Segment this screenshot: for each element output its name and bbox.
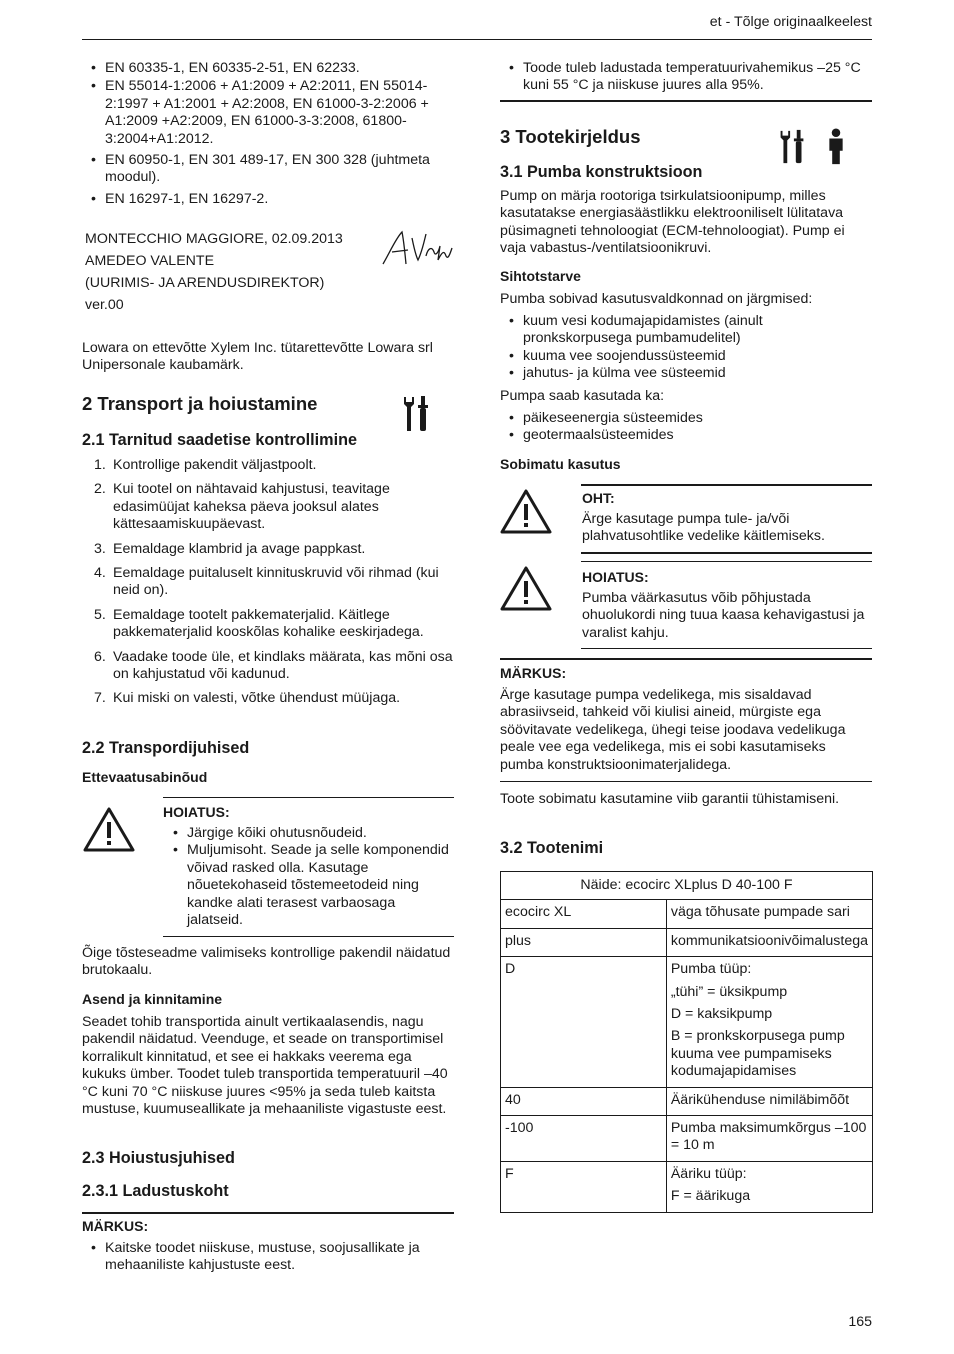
danger-text: Ärge kasutage pumpa tule- ja/või plahvatusohtlike vedelike käitlemiseks. xyxy=(582,511,825,545)
table-cell-code: 40 xyxy=(501,1087,667,1115)
position-text: Seadet tohib transportida ainult vertikaalasendis, nagu pakendil näidatud. Veenduge, et seade on transportimisel korralikult kinnitatud, et see ei hakkaks veerema ega kukuks ümber. Toodet tuleb transportida temperatuuril –40 °C kuni 70 °C niiskuse juures <95% ja seda tuleb kaitsta mustuse, kuumuseallikate ja mehaaniliste vigastuste eest. xyxy=(82,1014,448,1118)
warning-item: • Muljumisoht. Seade ja selle komponendid võivad rasked olla. Kasutage nõuetekohaseid tõstemeetodeid ning kandke alati terasest varbaosaga jalatseid. xyxy=(164,842,454,929)
table-cell-line: „tühi” = üksikpump xyxy=(670,983,788,1000)
precautions-heading: Ettevaatusabinõud xyxy=(82,769,208,785)
section-3-title: 3 Tootekirjeldus xyxy=(500,126,641,147)
section-3-1-title: 3.1 Pumba konstruktsioon xyxy=(500,163,703,181)
table-row xyxy=(501,1087,873,1115)
table-row xyxy=(501,1116,873,1162)
section-2-3-1-title: 2.3.1 Ladustuskoht xyxy=(82,1182,229,1200)
inspection-steps xyxy=(82,457,454,715)
section-3-2-title: 3.2 Tootenimi xyxy=(500,839,604,857)
table-row xyxy=(501,957,873,1087)
hoiatus-top-rule xyxy=(581,561,872,562)
table-cell-desc: Äärikühenduse nimiläbimõõt xyxy=(666,1087,872,1115)
table-cell-code: F xyxy=(501,1161,667,1212)
table-cell-desc: Pumba maksimumkõrgus –100 = 10 m xyxy=(666,1116,872,1162)
step-item: 1. Kontrollige pakendit väljastpoolt. xyxy=(94,457,317,473)
standards-item: • EN 60335-1, EN 60335-2-51, EN 62233. xyxy=(82,60,442,77)
step-item: 2. Kui tootel on nähtavaid kahjustusi, teavitage edasimüüjat kaheksa päeva jooksul alates kättesaamiskuupäevast. xyxy=(94,481,390,533)
table-cell-code: plus xyxy=(501,928,667,956)
table-header-cell: Näide: ecocirc XLplus D 40-100 F xyxy=(501,872,873,900)
hoiatus-label: HOIATUS: xyxy=(582,569,649,585)
table-row xyxy=(501,900,873,928)
lowara-note: Lowara on ettevõtte Xylem Inc. tütarettevõtte Lowara srl Unipersonale kaubamärk. xyxy=(82,340,433,374)
table-cell-desc: kommunikatsioonivõimalustega xyxy=(666,928,872,956)
section-2-title: 2 Transport ja hoiustamine xyxy=(82,393,318,414)
warning-bottom-rule xyxy=(163,936,454,937)
table-cell-line: Ääriku tüüp: xyxy=(670,1165,747,1182)
storage-note-item: • Toode tuleb ladustada temperatuurivahemikus –25 °C kuni 55 °C ja niiskuse juures alla 95%. xyxy=(500,60,872,95)
pump-intro: Pump on märja rootoriga tsirkulatsioonipump, milles kasutatakse energiasäästlikku elektrooniliselt lülitatava püsimagneti tehnoloogiat (ECM-tehnoloogiat). Pump ei vaja vabastus-/ventilatsioonikruvi. xyxy=(500,188,845,257)
warning-triangle-icon xyxy=(499,565,553,613)
improper-use-heading: Sobimatu kasutus xyxy=(500,456,621,472)
intended-use-item: • kuuma vee soojendussüsteemid xyxy=(500,348,872,365)
storage-note-bottom-rule xyxy=(500,100,872,102)
table-cell-desc: väga tõhusate pumpade sari xyxy=(666,900,872,928)
weight-note: Õige tõsteseadme valimiseks kontrollige pakendil näidatud brutokaalu. xyxy=(82,945,451,979)
position-heading: Asend ja kinnitamine xyxy=(82,991,223,1007)
note-top-rule xyxy=(500,658,872,660)
step-item: 3. Eemaldage klambrid ja avage pappkast. xyxy=(94,540,366,557)
warning-triangle-icon xyxy=(82,806,136,854)
hoiatus-text: Pumba väärkasutus võib põhjustada ohuolukordi ning tuua kaasa kehavigastusi ja varalist kahju. xyxy=(582,590,865,641)
storage-note-list-continued xyxy=(500,60,872,95)
warning-top-rule xyxy=(163,797,454,798)
also-use-list xyxy=(500,410,872,445)
standards-item: • EN 60950-1, EN 301 489-17, EN 300 328 (juhtmeta moodul). xyxy=(82,152,442,187)
storage-note-list xyxy=(82,1240,454,1275)
step-item: 6. Vaadake toode üle, et kindlaks määrata, kas mõni osa on kahjustatud või kadunud. xyxy=(94,648,453,683)
table-cell-line: D = kaksikpump xyxy=(670,1006,773,1023)
signature-title: (UURIMIS- JA ARENDUSDIREKTOR) xyxy=(85,275,325,291)
signature-block xyxy=(85,228,343,316)
running-header: et - Tõlge originaalkeelest xyxy=(709,14,872,30)
person-icon xyxy=(824,128,848,166)
section-2-2-title: 2.2 Transpordijuhised xyxy=(82,739,250,757)
signature-version: ver.00 xyxy=(85,297,124,313)
step-item: 5. Eemaldage tootelt pakkematerjalid. Käitlege pakkematerjalid kooskõlas kohalike eeskirjadega. xyxy=(94,606,424,641)
tools-icon xyxy=(400,394,432,434)
table-cell-line: B = pronkskorpusega pump kuuma vee pumpamiseks kodumajapidamises xyxy=(670,1028,845,1080)
warning-item: • Järgige kõiki ohutusnõudeid. xyxy=(164,825,454,842)
also-use-intro: Pumpa saab kasutada ka: xyxy=(500,388,665,404)
table-cell-code: -100 xyxy=(501,1116,667,1162)
storage-note-item: • Kaitske toodet niiskuse, mustuse, soojusallikate ja mehaaniliste kahjustuste eest. xyxy=(82,1240,454,1275)
note-label: MÄRKUS: xyxy=(500,665,567,681)
hoiatus-bottom-rule xyxy=(581,648,872,649)
table-row xyxy=(501,1161,873,1212)
step-item: 7. Kui miski on valesti, võtke ühendust müüjaga. xyxy=(94,690,401,707)
note-text: Ärge kasutage pumpa vedelikega, mis sisaldavad abrasiivseid, tahkeid või kiulisi aineid, mürgiste ega söövitavate vedelikega, ühegi teise joodava vedelikuga peale vee ega vedelikega, mis ei sobi kasutamiseks pumba konstruktsioonimaterjalidega. xyxy=(500,687,846,773)
danger-label: OHT: xyxy=(582,490,615,506)
product-name-table xyxy=(500,871,873,1213)
danger-triangle-icon xyxy=(499,488,553,536)
warning-label: HOIATUS: xyxy=(163,804,230,820)
signature-place-date: MONTECCHIO MAGGIORE, 02.09.2013 xyxy=(85,231,343,247)
section-2-1-title: 2.1 Tarnitud saadetise kontrollimine xyxy=(82,431,357,449)
storage-note-label: MÄRKUS: xyxy=(82,1218,149,1234)
standards-list xyxy=(82,60,442,208)
intended-use-list xyxy=(500,313,872,383)
table-cell-desc xyxy=(666,957,872,1087)
table-cell-line: F = äärikuga xyxy=(670,1188,751,1205)
table-header-row xyxy=(501,872,873,900)
table-cell-code: D xyxy=(501,957,667,1087)
table-cell-code: ecocirc XL xyxy=(501,900,667,928)
danger-bottom-rule xyxy=(581,552,872,554)
also-use-item: • päikeseenergia süsteemides xyxy=(500,410,872,427)
tools-icon xyxy=(776,128,808,166)
intended-use-heading: Sihtotstarve xyxy=(500,268,581,284)
page-number: 165 xyxy=(848,1314,872,1330)
warranty-text: Toote sobimatu kasutamine viib garantii tühistamiseni. xyxy=(500,791,840,807)
section-2-3-title: 2.3 Hoiustusjuhised xyxy=(82,1149,235,1167)
table-cell-line: Pumba tüüp: xyxy=(670,961,752,978)
intended-use-item: • jahutus- ja külma vee süsteemid xyxy=(500,365,872,382)
warning-list xyxy=(164,825,454,929)
header-rule xyxy=(82,39,872,40)
intended-use-intro: Pumba sobivad kasutusvaldkonnad on järgmised: xyxy=(500,291,813,307)
step-item: 4. Eemaldage puitaluselt kinnituskruvid või rihmad (kui neid on). xyxy=(94,565,439,599)
handwritten-signature xyxy=(380,226,456,270)
intended-use-item: • kuum vesi kodumajapidamistes (ainult pronkskorpusega pumbamudelitel) xyxy=(500,313,872,348)
table-cell-desc xyxy=(666,1161,872,1212)
also-use-item: • geotermaalsüsteemides xyxy=(500,427,872,444)
danger-top-rule xyxy=(581,484,872,486)
standards-item: • EN 16297-1, EN 16297-2. xyxy=(82,191,442,208)
storage-note-top-rule xyxy=(82,1212,454,1214)
standards-item: • EN 55014-1:2006 + A1:2009 + A2:2011, EN 55014-2:1997 + A1:2001 + A2:2008, EN 61000-3-2:2006 + A1:2009 +A2:2009, EN 61000-3-3:2008, 61800-3:2004+A1:2012. xyxy=(82,78,442,148)
note-bottom-rule xyxy=(500,781,872,782)
table-row xyxy=(501,928,873,956)
signature-name: AMEDEO VALENTE xyxy=(85,253,215,269)
